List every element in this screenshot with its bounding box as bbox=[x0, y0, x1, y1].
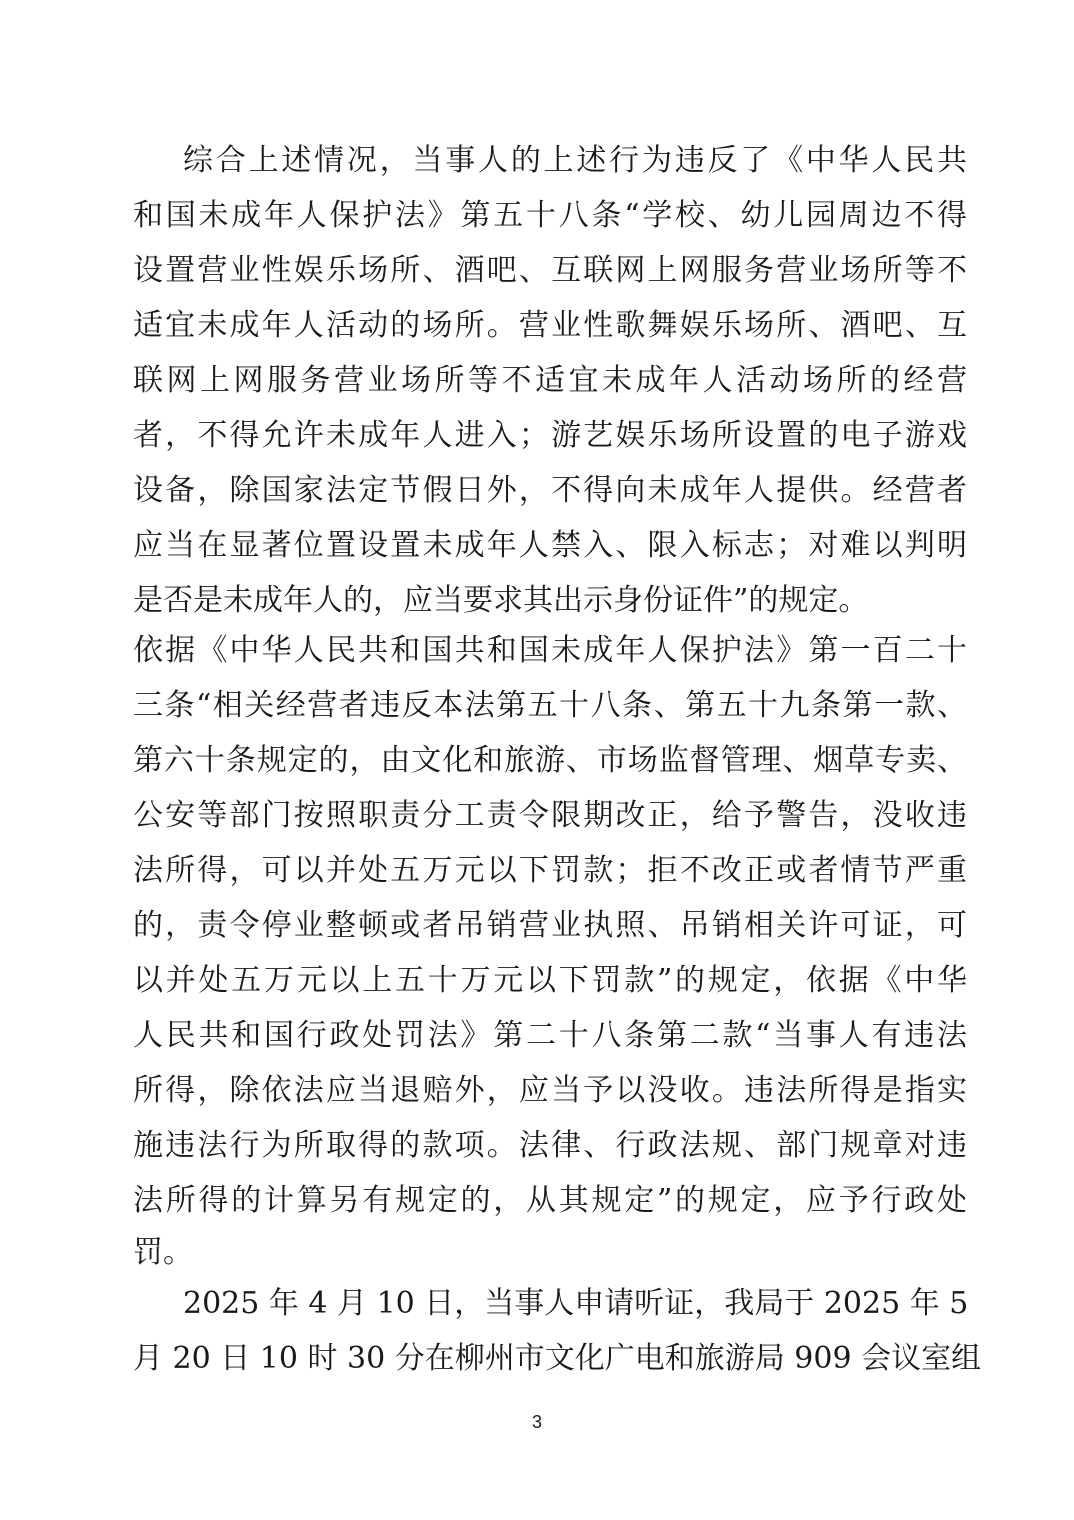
text-line: 联网上网服务营业场所等不适宜未成年人活动场所的经营 bbox=[133, 363, 967, 398]
text-line: 设备，除国家法定节假日外，不得向未成年人提供。经营者 bbox=[133, 473, 967, 508]
text-line: 适宜未成年人活动的场所。营业性歌舞娱乐场所、酒吧、互 bbox=[133, 308, 967, 343]
text-line: 所得，除依法应当退赔外，应当予以没收。违法所得是指实 bbox=[133, 1073, 967, 1108]
text-line: 依据《中华人民共和国共和国未成年人保护法》第一百二十 bbox=[133, 633, 967, 668]
text-line: 法所得的计算另有规定的，从其规定”的规定，应予行政处 bbox=[133, 1183, 967, 1218]
text-line: 公安等部门按照职责分工责令限期改正，给予警告，没收违 bbox=[133, 798, 967, 833]
text-line: 罚。 bbox=[133, 1235, 193, 1270]
text-line: 2025 年 4 月 10 日，当事人申请听证，我局于 2025 年 5 bbox=[183, 1286, 969, 1321]
text-line: 施违法行为所取得的款项。法律、行政法规、部门规章对违 bbox=[133, 1128, 967, 1163]
text-line: 和国未成年人保护法》第五十八条“学校、幼儿园周边不得 bbox=[133, 198, 967, 233]
text-line: 的，责令停业整顿或者吊销营业执照、吊销相关许可证，可 bbox=[133, 908, 967, 943]
text-line: 法所得，可以并处五万元以下罚款；拒不改正或者情节严重 bbox=[133, 853, 967, 888]
text-line: 是否是未成年人的，应当要求其出示身份证件”的规定。 bbox=[133, 583, 869, 618]
text-line: 月 20 日 10 时 30 分在柳州市文化广电和旅游局 909 会议室组 bbox=[133, 1341, 982, 1376]
text-line: 者，不得允许未成年人进入；游艺娱乐场所设置的电子游戏 bbox=[133, 418, 967, 453]
text-line: 应当在显著位置设置未成年人禁入、限入标志；对难以判明 bbox=[133, 528, 967, 563]
text-line: 设置营业性娱乐场所、酒吧、互联网上网服务营业场所等不 bbox=[133, 253, 967, 288]
text-line: 第六十条规定的，由文化和旅游、市场监督管理、烟草专卖、 bbox=[133, 743, 967, 778]
text-line: 三条“相关经营者违反本法第五十八条、第五十九条第一款、 bbox=[133, 688, 967, 723]
text-line: 综合上述情况，当事人的上述行为违反了《中华人民共 bbox=[183, 143, 967, 178]
text-line: 人民共和国行政处罚法》第二十八条第二款“当事人有违法 bbox=[133, 1018, 967, 1053]
page-number: 3 bbox=[531, 1412, 542, 1432]
text-line: 以并处五万元以上五十万元以下罚款”的规定，依据《中华 bbox=[133, 963, 967, 998]
